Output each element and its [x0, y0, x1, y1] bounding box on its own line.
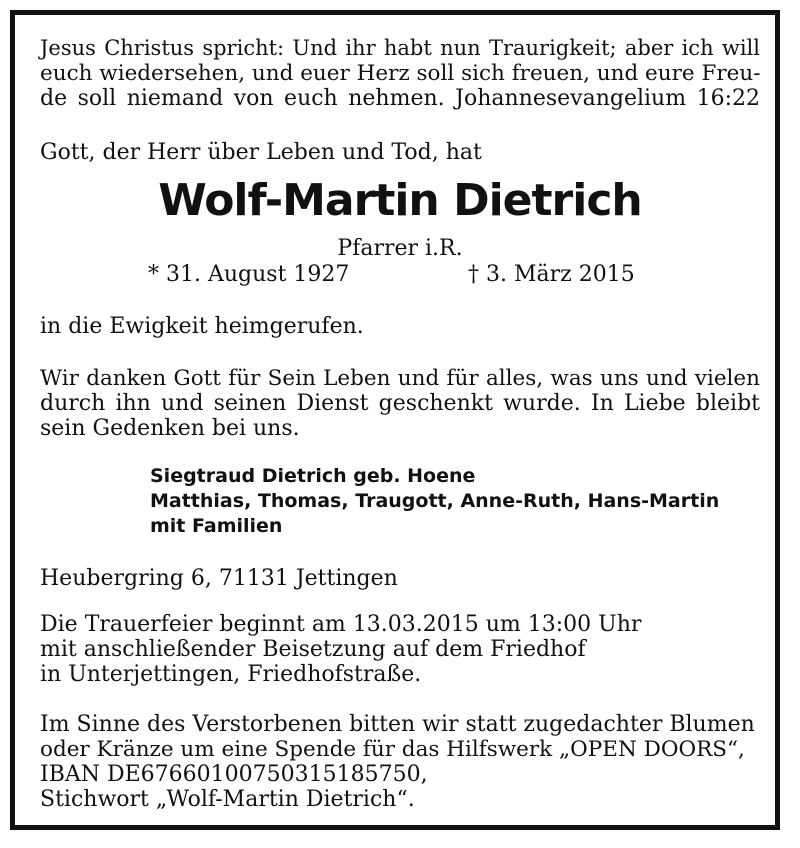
- service-line-1: Die Trauerfeier beginnt am 13.03.2015 um 13:00 Uhr: [40, 612, 642, 637]
- death-date: † 3. März 2015: [468, 262, 635, 287]
- family-line-1: Siegtraud Dietrich geb. Hoene: [150, 465, 476, 487]
- deceased-title: Pfarrer i.R.: [337, 236, 463, 261]
- called-home-line: in die Ewigkeit heimgerufen.: [40, 314, 364, 339]
- donation-line-3: IBAN DE67660100750315185750,: [40, 762, 428, 787]
- service-line-3: in Unterjettingen, Friedhofstraße.: [40, 662, 422, 687]
- family-line-2: Matthias, Thomas, Traugott, Anne-Ruth, Hans-Martin: [150, 490, 720, 512]
- thanks-line-3: sein Gedenken bei uns.: [40, 416, 300, 441]
- intro-line: Gott, der Herr über Leben und Tod, hat: [40, 140, 482, 165]
- service-line-2: mit anschließender Beisetzung auf dem Friedhof: [40, 637, 586, 662]
- donation-line-2: oder Kränze um eine Spende für das Hilfswerk „OPEN DOORS“,: [40, 737, 745, 762]
- address-line: Heubergring 6, 71131 Jettingen: [40, 566, 398, 591]
- quote-line-3: de soll niemand von euch nehmen. Johannesevangelium 16:22: [40, 86, 760, 111]
- thanks-line-1: Wir danken Gott für Sein Leben und für alles, was uns und vielen: [40, 366, 760, 391]
- birth-date: * 31. August 1927: [148, 262, 350, 287]
- thanks-line-2: durch ihn und seinen Dienst geschenkt wurde. In Liebe bleibt: [40, 391, 760, 416]
- quote-line-2: euch wiedersehen, und euer Herz soll sich freuen, und eure Freu-: [40, 61, 761, 86]
- quote-line-1: Jesus Christus spricht: Und ihr habt nun Traurigkeit; aber ich will: [40, 36, 760, 60]
- family-line-3: mit Familien: [150, 515, 283, 537]
- donation-line-4: Stichwort „Wolf-Martin Dietrich“.: [40, 787, 415, 812]
- deceased-name: Wolf-Martin Dietrich: [158, 175, 642, 226]
- donation-line-1: Im Sinne des Verstorbenen bitten wir statt zugedachter Blumen: [40, 712, 755, 737]
